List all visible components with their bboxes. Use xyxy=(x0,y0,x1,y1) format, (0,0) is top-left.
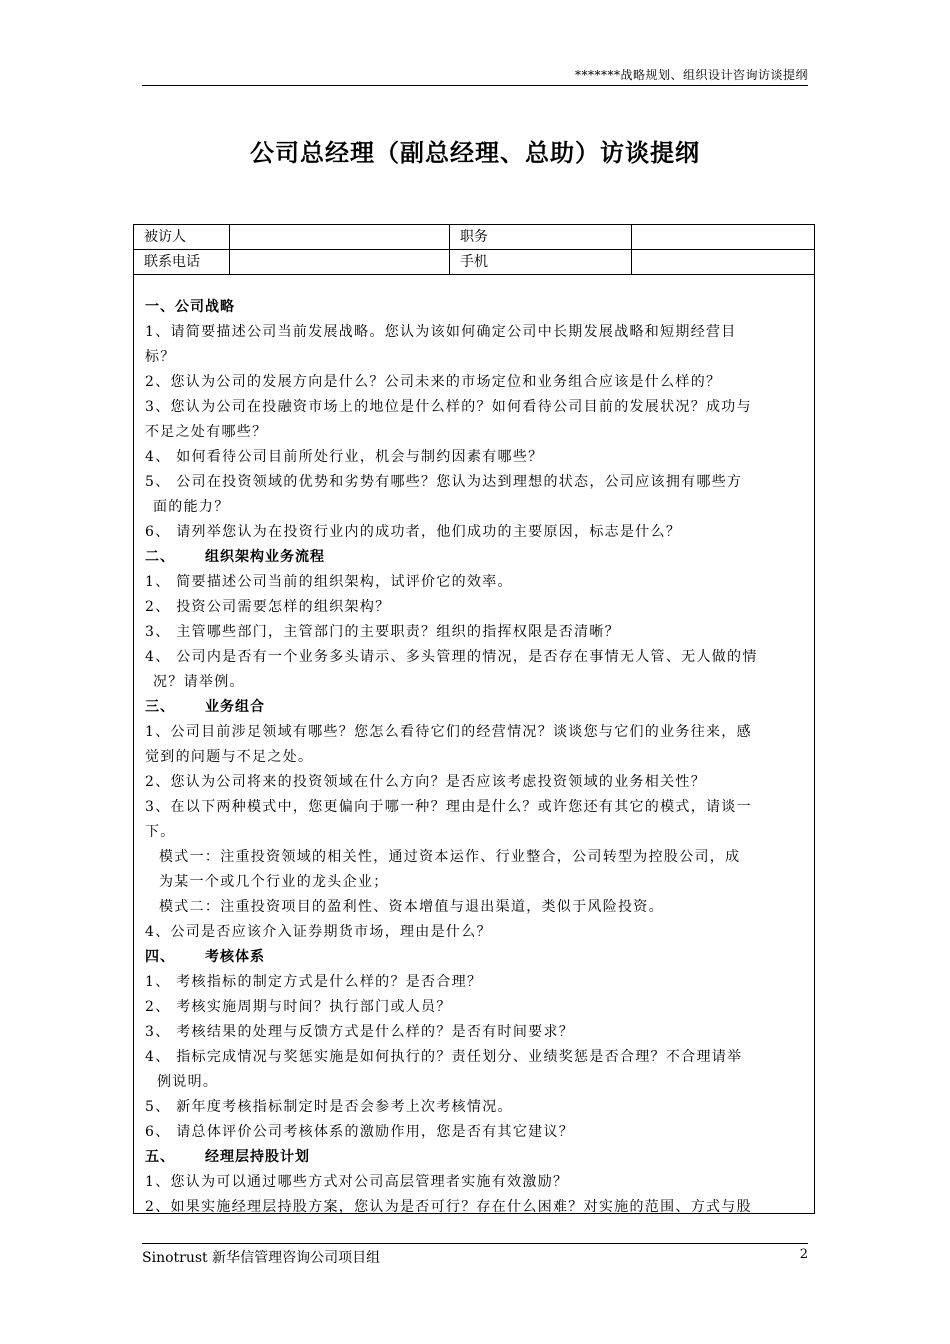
section-heading: 三、 业务组合 xyxy=(145,699,265,715)
question-line: 1、您认为可以通过哪些方式对公司高层管理者实施有效激励？ xyxy=(145,1174,569,1190)
question-line: 面的能力？ xyxy=(153,499,230,515)
footer-divider xyxy=(142,1243,808,1244)
section-heading: 一、公司战略 xyxy=(145,299,235,315)
phone-label: 联系电话 xyxy=(134,250,230,274)
question-line: 觉到的问题与不足之处。 xyxy=(145,749,314,765)
question-line: 3、您认为公司在投融资市场上的地位是什么样的？如何看待公司目前的发展状况？成功与 xyxy=(145,399,752,415)
question-line: 4、 公司内是否有一个业务多头请示、多头管理的情况，是否存在事情无人管、无人做的情 xyxy=(145,649,758,665)
question-line: 3、 主管哪些部门，主管部门的主要职责？组织的指挥权限是否清晰？ xyxy=(145,624,620,640)
question-line: 1、 简要描述公司当前的组织架构，试评价它的效率。 xyxy=(145,574,513,590)
info-row-2 xyxy=(134,250,814,275)
question-line: 2、如果实施经理层持股方案，您认为是否可行？存在什么困难？对实施的范围、方式与股 xyxy=(145,1199,752,1215)
interviewee-label: 被访人 xyxy=(134,225,230,249)
question-line: 3、在以下两种模式中，您更偏向于哪一种？理由是什么？或许您还有其它的模式，请谈一 xyxy=(145,799,752,815)
page-header-text: *******战略规划、组织设计咨询访谈提纲 xyxy=(574,68,808,82)
question-line: 标？ xyxy=(145,349,176,365)
page-number: 2 xyxy=(799,1247,808,1262)
question-line: 5、 公司在投资领域的优势和劣势有哪些？您认为达到理想的状态，公司应该拥有哪些方 xyxy=(145,474,743,490)
question-line: 3、 考核结果的处理与反馈方式是什么样的？是否有时间要求？ xyxy=(145,1024,575,1040)
mode-line: 为某一个或几个行业的龙头企业； xyxy=(159,874,389,890)
mobile-field[interactable] xyxy=(632,250,815,274)
info-row-1 xyxy=(134,225,814,250)
position-label: 职务 xyxy=(450,225,632,249)
question-line: 5、 新年度考核指标制定时是否会参考上次考核情况。 xyxy=(145,1099,513,1115)
section-heading: 五、 经理层持股计划 xyxy=(145,1149,310,1165)
question-line: 1、 考核指标的制定方式是什么样的？是否合理？ xyxy=(145,974,483,990)
question-line: 2、 投资公司需要怎样的组织架构？ xyxy=(145,599,391,615)
mode-line: 模式一：注重投资领域的相关性，通过资本运作、行业整合，公司转型为控股公司，成 xyxy=(159,849,741,865)
question-line: 不足之处有哪些？ xyxy=(145,424,268,440)
question-line: 2、您认为公司将来的投资领域在什么方向？是否应该考虑投资领域的业务相关性？ xyxy=(145,774,707,790)
position-field[interactable] xyxy=(632,225,815,249)
question-line: 况？请举例。 xyxy=(153,674,245,690)
mode-line: 模式二：注重投资项目的盈利性、资本增值与退出渠道，类似于风险投资。 xyxy=(159,899,664,915)
question-line: 例说明。 xyxy=(157,1074,219,1090)
question-line: 2、 考核实施周期与时间？执行部门或人员？ xyxy=(145,999,452,1015)
interview-table xyxy=(133,224,815,1214)
question-line: 4、 如何看待公司目前所处行业，机会与制约因素有哪些？ xyxy=(145,449,544,465)
footer-company: Sinotrust 新华信管理咨询公司项目组 xyxy=(142,1250,381,1266)
question-line: 4、公司是否应该介入证券期货市场，理由是什么？ xyxy=(145,924,492,940)
question-line: 4、 指标完成情况与奖惩实施是如何执行的？责任划分、业绩奖惩是否合理？不合理请举 xyxy=(145,1049,743,1065)
question-line: 1、请简要描述公司当前发展战略。您认为该如何确定公司中长期发展战略和短期经营目 xyxy=(145,324,737,340)
interviewee-field[interactable] xyxy=(230,225,450,249)
question-line: 2、您认为公司的发展方向是什么？公司未来的市场定位和业务组合应该是什么样的？ xyxy=(145,374,722,390)
question-line: 下。 xyxy=(145,824,176,840)
phone-field[interactable] xyxy=(230,250,450,274)
section-heading: 四、 考核体系 xyxy=(145,949,265,965)
mobile-label: 手机 xyxy=(450,250,632,274)
header-divider xyxy=(142,85,808,86)
question-line: 1、公司目前涉足领域有哪些？您怎么看待它们的经营情况？谈谈您与它们的业务往来，感 xyxy=(145,724,752,740)
question-body xyxy=(145,295,806,1220)
page-title: 公司总经理（副总经理、总助）访谈提纲 xyxy=(250,139,700,167)
section-heading: 二、 组织架构业务流程 xyxy=(145,549,325,565)
question-line: 6、 请列举您认为在投资行业内的成功者，他们成功的主要原因，标志是什么？ xyxy=(145,524,682,540)
question-line: 6、 请总体评价公司考核体系的激励作用，您是否有其它建议？ xyxy=(145,1124,575,1140)
